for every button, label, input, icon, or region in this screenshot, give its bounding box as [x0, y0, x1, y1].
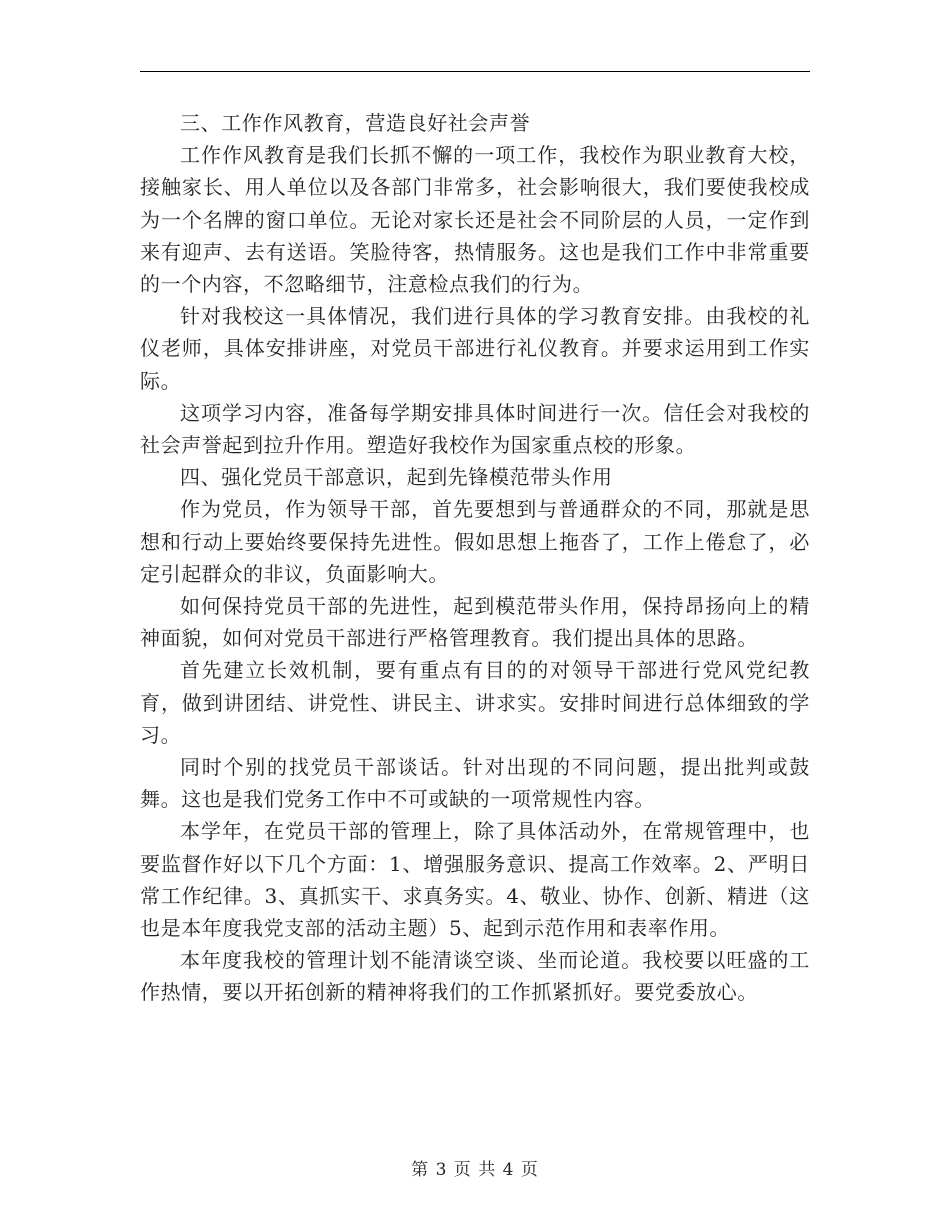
section-heading-4: 四、强化党员干部意识，起到先锋模范带头作用 — [180, 465, 613, 490]
paragraph: 首先建立长效机制，要有重点有目的的对领导干部进行党风党纪教育，做到讲团结、讲党性、讲民主、讲求实。安排时间进行总体细致的学习。 — [140, 658, 810, 747]
paragraph: 如何保持党员干部的先进性，起到模范带头作用，保持昂扬向上的精神面貌，如何对党员干部进行严格管理教育。我们提出具体的思路。 — [140, 594, 810, 651]
header-rule — [140, 71, 810, 72]
section-heading-3: 三、工作作风教育，营造良好社会声誉 — [180, 111, 531, 135]
paragraph: 本学年，在党员干部的管理上，除了具体活动外，在常规管理中，也要监督作好以下几个方面：1、增强服务意识、提高工作效率。2、严明日常工作纪律。3、真抓实干、求真务实。4、敬业、协作、创新、精进（这也是本年度我党支部的活动主题）5、起到示范作用和表率作用。 — [140, 819, 810, 941]
page-footer — [0, 1155, 950, 1180]
page-number: 第 3 页 共 4 页 — [411, 1160, 539, 1180]
paragraph: 这项学习内容，准备每学期安排具体时间进行一次。信任会对我校的社会声誉起到拉升作用。塑造好我校作为国家重点校的形象。 — [140, 400, 810, 458]
paragraph: 本年度我校的管理计划不能清谈空谈、坐而论道。我校要以旺盛的工作热情，要以开拓创新的精神将我们的工作抓紧抓好。要党委放心。 — [140, 948, 810, 1005]
paragraph: 作为党员，作为领导干部，首先要想到与普通群众的不同，那就是思想和行动上要始终要保持先进性。假如思想上拖沓了，工作上倦怠了，必定引起群众的非议，负面影响大。 — [140, 497, 810, 586]
paragraph: 同时个别的找党员干部谈话。针对出现的不同问题，提出批判或鼓舞。这也是我们党务工作中不可或缺的一项常规性内容。 — [140, 755, 810, 812]
paragraph: 针对我校这一具体情况，我们进行具体的学习教育安排。由我校的礼仪老师，具体安排讲座，对党员干部进行礼仪教育。并要求运用到工作实际。 — [140, 304, 810, 393]
paragraph: 工作作风教育是我们长抓不懈的一项工作，我校作为职业教育大校，接触家长、用人单位以及各部门非常多，社会影响很大，我们要使我校成为一个名牌的窗口单位。无论对家长还是社会不同阶层的人员，一定作到来有迎声、去有送语。笑脸待客，热情服务。这也是我们工作中非常重要的一个内容，不忽略细节，注意检点我们的行为。 — [140, 143, 810, 297]
document-body — [140, 107, 810, 1009]
